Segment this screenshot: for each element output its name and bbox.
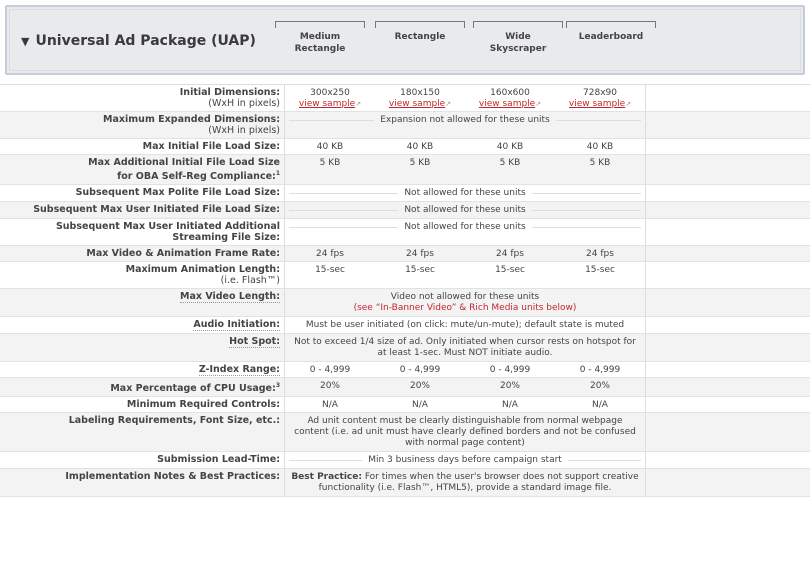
table-row-implementation (0, 469, 810, 497)
collapse-arrow-icon: ▼ (21, 35, 30, 48)
cell-value: 20% (499, 381, 520, 392)
column-header-wide-skyscraper (473, 27, 563, 55)
column-header-leaderboard (566, 27, 656, 43)
row-values (285, 262, 646, 288)
table-row-animation-length (0, 262, 810, 289)
span-cell (285, 112, 645, 128)
row-label: Subsequent Max Polite File Load Size: (0, 185, 285, 201)
table-row-frame-rate (0, 246, 810, 262)
column-bracket (275, 21, 365, 28)
cell-value: N/A (502, 400, 518, 411)
row-label-sub: (WxH in pixels) (208, 98, 280, 109)
column-line1: Wide (505, 32, 531, 42)
span-text: Not allowed for these units (404, 205, 526, 216)
view-sample-link[interactable]: view sample (388, 99, 446, 109)
row-label: Subsequent Max User Initiated File Load Size: (0, 202, 285, 218)
row-values (285, 469, 646, 496)
section-toggle[interactable] (21, 33, 256, 49)
span-cell (285, 452, 645, 468)
row-label: Implementation Notes & Best Practices: (0, 469, 285, 496)
footnote-marker: 3 (275, 382, 280, 390)
footnote-marker: 1 (275, 170, 280, 177)
span-text: Ad unit content must be clearly distinguishable from normal webpage content (i.e. ad unit must have clearly defined borders and not be confused with normal page content) (294, 416, 636, 449)
row-label-text: Max Additional Initial File Load Size (88, 157, 280, 168)
cell-value: 40 KB (316, 142, 344, 152)
row-values (285, 378, 646, 396)
column-line1: Rectangle (394, 32, 446, 42)
row-values (285, 155, 646, 184)
cell-value: N/A (322, 400, 338, 411)
row-values (285, 397, 646, 412)
row-label (0, 317, 285, 333)
row-label-text: Subsequent Max User Initiated Additional (55, 221, 280, 233)
column-line2: Rectangle (294, 44, 346, 54)
row-values (285, 362, 646, 377)
table-row-max-expanded (0, 112, 810, 139)
row-values (285, 112, 646, 138)
row-label-text: Max Video Length: (180, 291, 280, 303)
span-text: Min 3 business days before campaign start (368, 455, 562, 466)
row-label-sub: (WxH in pixels) (208, 125, 280, 136)
span-text: Must be user initiated (on click: mute/un-mute); default state is muted (305, 320, 625, 331)
row-label (0, 262, 285, 288)
span-text: Not to exceed 1/4 size of ad. Only initiated when cursor rests on hotspot for at least 1-sec. Must NOT initiate audio. (294, 337, 636, 359)
view-sample-link[interactable]: view sample (298, 99, 356, 109)
row-values (285, 185, 646, 201)
span-text: For times when the user's browser does not support creative functionality (i.e. Flash™, HTML5), provide a standard image file. (318, 472, 639, 494)
cell-value: 20% (589, 381, 610, 392)
row-label-sub-text: for OBA Self-Reg Compliance: (117, 171, 276, 183)
row-label (0, 378, 285, 396)
table-row-controls (0, 397, 810, 413)
cell-value: 40 KB (586, 142, 614, 152)
span-text: Expansion not allowed for these units (380, 115, 550, 125)
cell-value: 180x150 (400, 88, 440, 98)
cell-value: 5 KB (589, 158, 611, 168)
table-row-max-additional (0, 155, 810, 185)
cell-value: 20% (319, 381, 340, 392)
row-label: Minimum Required Controls: (0, 397, 285, 412)
table-row-video-length (0, 289, 810, 317)
span-text: Not allowed for these units (404, 188, 526, 199)
cell-value: 5 KB (409, 158, 431, 168)
row-label (0, 362, 285, 377)
column-header-rectangle (375, 27, 465, 43)
row-label: Max Video & Animation Frame Rate: (0, 246, 285, 261)
see-in-banner-video-link[interactable]: (see “In-Banner Video” & Rich Media units below) (353, 303, 577, 314)
table-row-zindex (0, 362, 810, 378)
cell-value: 40 KB (406, 142, 434, 152)
row-values (285, 219, 646, 245)
row-label-sub (0, 168, 280, 182)
cell-value: 0 - 4,999 (579, 365, 621, 376)
span-cell (285, 469, 645, 496)
row-label-text: Maximum Animation Length: (125, 264, 280, 276)
table-row-audio (0, 317, 810, 334)
cell (555, 85, 645, 110)
table-row-subsequent-user (0, 202, 810, 219)
best-practice-label: Best Practice: (291, 472, 362, 483)
cell-value: 0 - 4,999 (309, 365, 351, 376)
row-label (0, 112, 285, 138)
table-row-leadtime (0, 452, 810, 469)
cell (285, 85, 375, 110)
external-link-icon: ↗ (625, 100, 632, 108)
view-sample-link[interactable]: view sample (568, 99, 626, 109)
column-bracket (566, 21, 656, 28)
cell-value: 24 fps (586, 249, 614, 260)
row-values (285, 452, 646, 468)
section-title: Universal Ad Package (UAP) (35, 33, 256, 49)
row-values (285, 246, 646, 261)
table-row-labeling (0, 413, 810, 452)
row-values (285, 413, 646, 451)
row-label (0, 289, 285, 316)
cell (375, 85, 465, 110)
table-row-subsequent-polite (0, 185, 810, 202)
cell-value: 15-sec (315, 265, 345, 276)
row-label-text: Initial Dimensions: (179, 87, 280, 98)
cell-value: 15-sec (495, 265, 525, 276)
row-values (285, 139, 646, 154)
cell-value: 40 KB (496, 142, 524, 152)
cell-value: 15-sec (585, 265, 615, 276)
row-label-text: Maximum Expanded Dimensions: (103, 114, 280, 125)
span-text: Video not allowed for these units (390, 292, 540, 303)
cell-value: 20% (409, 381, 430, 392)
cell-value: 24 fps (406, 249, 434, 260)
row-values (285, 317, 646, 333)
cell-value: 15-sec (405, 265, 435, 276)
cell-value: 728x90 (583, 88, 617, 98)
row-values (285, 202, 646, 218)
row-values (285, 289, 646, 316)
cell-value: N/A (412, 400, 428, 411)
view-sample-link[interactable]: view sample (478, 99, 536, 109)
specs-table (0, 84, 810, 497)
row-label (0, 334, 285, 361)
cell-value: 5 KB (499, 158, 521, 168)
table-row-cpu (0, 378, 810, 397)
table-row-subsequent-streaming (0, 219, 810, 246)
external-link-icon: ↗ (445, 100, 452, 108)
column-line1: Medium (299, 32, 341, 42)
row-label (0, 155, 285, 184)
row-values (285, 85, 646, 111)
cell-value: 0 - 4,999 (489, 365, 531, 376)
row-label (0, 85, 285, 111)
cell (465, 85, 555, 110)
row-label-text: Max Percentage of CPU Usage: (110, 383, 276, 395)
cell-value: 24 fps (496, 249, 524, 260)
table-row-initial-dimensions (0, 85, 810, 112)
row-label: Submission Lead-Time: (0, 452, 285, 468)
cell-value: 300x250 (310, 88, 350, 98)
cell-value: 0 - 4,999 (399, 365, 441, 376)
uap-header (5, 5, 805, 75)
external-link-icon: ↗ (355, 100, 362, 108)
table-row-max-initial-file (0, 139, 810, 155)
row-label-text: Hot Spot: (229, 336, 280, 348)
row-values (285, 334, 646, 361)
column-bracket (375, 21, 465, 28)
cell-value: 5 KB (319, 158, 341, 168)
column-bracket (473, 21, 563, 28)
cell-value: 24 fps (316, 249, 344, 260)
row-label-sub: Streaming File Size: (172, 232, 280, 244)
row-label-text: Z-Index Range: (198, 364, 280, 376)
column-line2: Skyscraper (489, 44, 547, 54)
span-cell (285, 202, 645, 218)
cell-value: N/A (592, 400, 608, 411)
table-row-hotspot (0, 334, 810, 362)
row-label (0, 219, 285, 245)
span-cell (285, 289, 645, 316)
span-text: Not allowed for these units (404, 222, 526, 233)
span-cell (285, 219, 645, 235)
row-label: Max Initial File Load Size: (0, 139, 285, 154)
cell-value: 160x600 (490, 88, 530, 98)
external-link-icon: ↗ (535, 100, 542, 108)
column-line1: Leaderboard (578, 32, 644, 42)
row-label: Labeling Requirements, Font Size, etc.: (0, 413, 285, 451)
row-label-sub: (i.e. Flash™) (220, 275, 280, 287)
column-header-medium-rectangle (275, 27, 365, 55)
span-cell (285, 185, 645, 201)
row-label-text: Audio Initiation: (193, 319, 280, 331)
